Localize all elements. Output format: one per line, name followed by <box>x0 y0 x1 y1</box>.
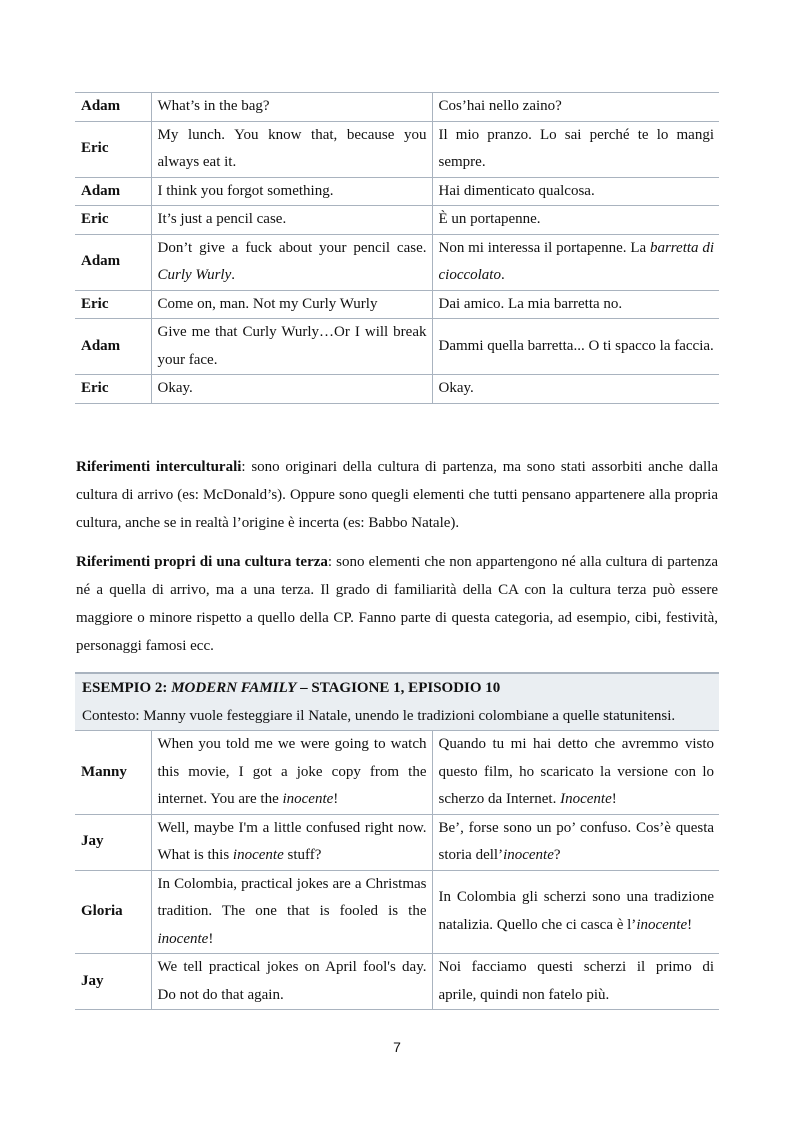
text-span: ! <box>611 791 617 807</box>
english-cell <box>151 814 432 870</box>
example-header-cell <box>75 673 719 731</box>
italian-cell <box>432 234 719 290</box>
speaker-cell: Eric <box>75 121 151 177</box>
speaker-cell: Adam <box>75 234 151 290</box>
text-span: Be’, forse sono un po’ confuso. Cos’è questa storia dell’ <box>438 819 715 863</box>
text-span: In Colombia, practical jokes are a Christmas tradition. The one that is fooled is the <box>157 875 427 919</box>
table-row <box>75 814 719 870</box>
text-span: Quando tu mi hai detto che avremmo visto questo film, ho scaricato la versione con lo scherzo da Internet. <box>438 736 715 807</box>
italian-cell <box>432 731 719 815</box>
english-cell: Okay. <box>151 375 432 404</box>
text-span: – STAGIONE 1, EPISODIO 10 <box>296 680 501 696</box>
table-row <box>75 290 719 319</box>
italian-cell: Okay. <box>432 375 719 404</box>
term-heading: Riferimenti propri di una cultura terza <box>76 554 328 570</box>
text-span: . <box>231 267 235 283</box>
speaker-cell: Eric <box>75 290 151 319</box>
paragraph-text: : sono originari della cultura di partenza, ma sono stati assorbiti anche dalla cultura di arrivo (es: McDonald’s). Oppure sono quegli elementi che tutti pensano appartenere alla propria cultura, anche se in realtà l’origine è incerta (es: Babbo Natale). <box>76 459 718 531</box>
text-span: ! <box>333 791 339 807</box>
table-row <box>75 731 719 815</box>
example-context: Contesto: Manny vuole festeggiare il Natale, unendo le tradizioni colombiane a quelle statunitensi. <box>82 708 676 724</box>
speaker-cell: Eric <box>75 206 151 235</box>
english-cell: My lunch. You know that, because you always eat it. <box>151 121 432 177</box>
table-row <box>75 375 719 404</box>
table-row <box>75 954 719 1010</box>
example-header <box>75 673 719 731</box>
text-span: In Colombia gli scherzi sono una tradizione natalizia. Quello che ci casca è l’ <box>438 889 715 933</box>
italic-term: Curly Wurly <box>157 267 232 283</box>
italic-term: Inocente <box>560 791 612 807</box>
italian-cell: Dai amico. La mia barretta no. <box>432 290 719 319</box>
italian-cell: Dammi quella barretta... O ti spacco la faccia. <box>432 319 719 375</box>
paragraph-third-culture <box>76 548 718 660</box>
dialogue-table-1 <box>75 92 719 404</box>
speaker-cell: Gloria <box>75 870 151 954</box>
italic-term: inocente <box>636 916 688 933</box>
italic-term: inocente <box>157 930 209 947</box>
english-cell: I think you forgot something. <box>151 177 432 206</box>
speaker-cell: Adam <box>75 319 151 375</box>
italian-cell <box>432 814 719 870</box>
english-cell: It’s just a pencil case. <box>151 206 432 235</box>
example-title <box>82 674 713 702</box>
italian-cell: È un portapenne. <box>432 206 719 235</box>
table-row <box>75 93 719 122</box>
text-span: stuff? <box>283 847 322 863</box>
dialogue-table-2 <box>75 672 719 1010</box>
text-span: Don’t give a fuck about your pencil case. <box>157 239 427 256</box>
italian-cell: Hai dimenticato qualcosa. <box>432 177 719 206</box>
english-cell: Come on, man. Not my Curly Wurly <box>151 290 432 319</box>
page-number: 7 <box>393 1039 401 1055</box>
italic-term: inocente <box>503 847 554 863</box>
speaker-cell: Eric <box>75 375 151 404</box>
table-row <box>75 319 719 375</box>
italic-term: MODERN FAMILY <box>171 680 297 696</box>
italian-cell: Il mio pranzo. Lo sai perché te lo mangi sempre. <box>432 121 719 177</box>
english-cell: What’s in the bag? <box>151 93 432 122</box>
english-cell <box>151 234 432 290</box>
speaker-cell: Adam <box>75 177 151 206</box>
term-heading: Riferimenti interculturali <box>76 459 242 475</box>
text-span: ? <box>553 847 561 863</box>
speaker-cell: Jay <box>75 814 151 870</box>
table-row <box>75 177 719 206</box>
text-span: Non mi interessa il portapenne. La <box>438 239 647 256</box>
table-row <box>75 870 719 954</box>
paragraph-intercultural <box>76 453 718 537</box>
table-row <box>75 206 719 235</box>
text-span: ESEMPIO 2: <box>82 680 172 696</box>
english-cell <box>151 731 432 815</box>
english-cell: Give me that Curly Wurly…Or I will break your face. <box>151 319 432 375</box>
text-span: When you told me we were going to watch this movie, I got a joke copy from the internet. You are the <box>157 736 427 807</box>
english-cell <box>151 870 432 954</box>
text-span: ! <box>687 916 693 933</box>
italian-cell <box>432 870 719 954</box>
text-span: ! <box>208 930 214 947</box>
speaker-cell: Adam <box>75 93 151 122</box>
paragraph-text: : sono elementi che non appartengono né alla cultura di partenza né a quella di arrivo, ma a una terza. Il grado di familiarità della CA con la cultura terza può essere maggiore o minore rispetto a quello della CP. Fanno parte di questa categoria, ad esempio, cibi, festività, personaggi famosi ecc. <box>76 554 719 654</box>
text-span: . <box>500 267 505 283</box>
italic-term: inocente <box>232 847 284 863</box>
speaker-cell: Manny <box>75 731 151 815</box>
english-cell: We tell practical jokes on April fool's day. Do not do that again. <box>151 954 432 1010</box>
table-row <box>75 234 719 290</box>
text-span: Well, maybe I'm a little confused right now. What is this <box>157 819 427 863</box>
italic-term: barretta di cioccolato <box>438 239 715 283</box>
italian-cell: Noi facciamo questi scherzi il primo di aprile, quindi non fatelo più. <box>432 954 719 1010</box>
table-row <box>75 121 719 177</box>
italic-term: inocente <box>282 791 334 807</box>
italian-cell: Cos’hai nello zaino? <box>432 93 719 122</box>
speaker-cell: Jay <box>75 954 151 1010</box>
